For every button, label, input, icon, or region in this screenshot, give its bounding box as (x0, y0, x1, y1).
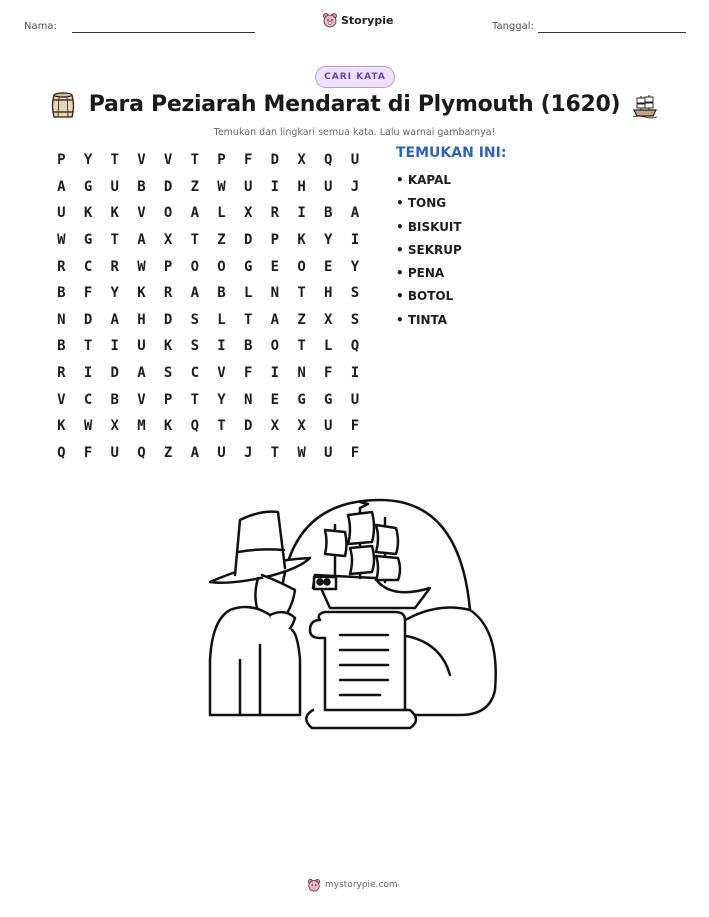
grid-letter[interactable]: T (190, 232, 199, 249)
grid-letter[interactable]: A (190, 444, 199, 461)
grid-letter[interactable]: B (137, 178, 146, 195)
grid-letter[interactable]: H (324, 285, 333, 302)
grid-letter[interactable]: K (163, 418, 173, 435)
grid-letter[interactable]: R (163, 285, 173, 302)
grid-letter[interactable]: N (57, 311, 66, 328)
grid-letter[interactable]: O (297, 258, 306, 275)
grid-letter[interactable]: T (83, 338, 93, 355)
word-item: • BISKUIT (396, 219, 462, 234)
grid-letter[interactable]: V (137, 391, 146, 408)
grid-letter[interactable]: U (324, 444, 333, 461)
grid-row (48, 200, 368, 227)
grid-letter[interactable]: O (190, 258, 199, 275)
grid-letter[interactable]: B (110, 391, 119, 408)
grid-letter[interactable]: P (217, 152, 226, 169)
grid-letter[interactable]: C (190, 365, 199, 382)
word-list-title: TEMUKAN INI: (396, 145, 507, 161)
name-label: Nama: (24, 21, 57, 32)
grid-letter[interactable]: L (217, 311, 226, 328)
grid-letter[interactable]: I (83, 365, 93, 382)
word-search-grid[interactable] (48, 147, 368, 466)
grid-letter[interactable]: X (297, 418, 306, 435)
grid-letter[interactable]: P (270, 232, 280, 249)
grid-letter[interactable]: N (297, 365, 306, 382)
grid-letter[interactable]: N (243, 391, 253, 408)
grid-letter[interactable]: Z (217, 232, 226, 249)
grid-letter[interactable]: G (83, 178, 93, 195)
grid-letter[interactable]: T (110, 152, 119, 169)
grid-letter[interactable]: X (163, 232, 173, 249)
pilgrim-ship-scroll-illustration[interactable] (200, 490, 510, 740)
grid-row (48, 413, 368, 440)
grid-letter[interactable]: Q (324, 152, 333, 169)
word-item: • BOTOL (396, 289, 454, 304)
word-item: • SEKRUP (396, 242, 462, 257)
grid-letter[interactable]: D (243, 232, 253, 249)
grid-letter[interactable]: W (137, 258, 146, 275)
grid-letter[interactable]: B (57, 285, 66, 302)
grid-letter[interactable]: Q (350, 338, 360, 355)
footer-url[interactable]: mystorypie.com (325, 880, 398, 890)
grid-letter[interactable]: C (83, 391, 93, 408)
grid-row (48, 307, 368, 334)
brand-logo (322, 12, 393, 28)
grid-letter[interactable]: G (243, 258, 253, 275)
grid-letter[interactable]: E (270, 258, 280, 275)
word-item: • PENA (396, 266, 445, 281)
grid-letter[interactable]: D (110, 365, 119, 382)
footer (307, 878, 398, 892)
grid-letter[interactable]: I (350, 232, 360, 249)
grid-letter[interactable]: Z (190, 178, 199, 195)
grid-letter[interactable]: U (110, 444, 119, 461)
grid-letter[interactable]: M (137, 418, 146, 435)
grid-letter[interactable]: V (137, 205, 146, 222)
ship-icon (631, 92, 659, 120)
grid-letter[interactable]: G (324, 391, 333, 408)
grid-row (48, 333, 368, 360)
bear-mascot-icon (322, 12, 338, 28)
grid-letter[interactable]: O (163, 205, 173, 222)
grid-letter[interactable]: V (163, 152, 173, 169)
grid-letter[interactable]: D (163, 311, 173, 328)
grid-letter[interactable]: Q (137, 444, 146, 461)
grid-letter[interactable]: W (57, 232, 66, 249)
grid-letter[interactable]: T (190, 152, 199, 169)
grid-letter[interactable]: I (297, 205, 306, 222)
grid-letter[interactable]: B (243, 338, 253, 355)
grid-letter[interactable]: W (83, 418, 93, 435)
word-list (396, 170, 462, 333)
grid-letter[interactable]: Z (297, 311, 306, 328)
activity-badge: CARI KATA (315, 66, 395, 88)
grid-letter[interactable]: P (163, 391, 173, 408)
grid-letter[interactable]: H (137, 311, 146, 328)
grid-letter[interactable]: D (163, 178, 173, 195)
grid-letter[interactable]: T (110, 232, 119, 249)
grid-letter[interactable]: C (83, 258, 93, 275)
grid-letter[interactable]: Y (110, 285, 119, 302)
grid-letter[interactable]: T (190, 391, 199, 408)
grid-letter[interactable]: U (57, 205, 66, 222)
grid-letter[interactable]: X (297, 152, 306, 169)
grid-letter[interactable]: U (350, 152, 360, 169)
word-item: • TINTA (396, 312, 448, 327)
grid-letter[interactable]: I (270, 365, 280, 382)
grid-letter[interactable]: T (217, 418, 226, 435)
grid-row (48, 280, 368, 307)
grid-letter[interactable]: T (297, 338, 306, 355)
grid-letter[interactable]: B (324, 205, 333, 222)
grid-letter[interactable]: A (137, 365, 146, 382)
grid-letter[interactable]: K (83, 205, 93, 222)
grid-letter[interactable]: U (350, 391, 360, 408)
grid-letter[interactable]: A (110, 311, 119, 328)
grid-letter[interactable]: F (243, 365, 253, 382)
page-title: Para Peziarah Mendarat di Plymouth (1620) (88, 92, 621, 117)
grid-letter[interactable]: F (350, 444, 360, 461)
grid-row (48, 147, 368, 174)
grid-letter[interactable]: U (217, 444, 226, 461)
grid-letter[interactable]: J (243, 444, 253, 461)
grid-letter[interactable]: E (270, 391, 280, 408)
grid-letter[interactable]: Q (190, 418, 199, 435)
grid-letter[interactable]: Y (83, 152, 93, 169)
grid-letter[interactable]: J (350, 178, 360, 195)
grid-letter[interactable]: O (217, 258, 226, 275)
grid-letter[interactable]: T (297, 285, 306, 302)
grid-letter[interactable]: K (137, 285, 146, 302)
grid-letter[interactable]: X (324, 311, 333, 328)
grid-letter[interactable]: I (350, 365, 360, 382)
grid-letter[interactable]: O (270, 338, 280, 355)
grid-letter[interactable]: N (270, 285, 280, 302)
name-line[interactable] (72, 32, 255, 33)
grid-letter[interactable]: H (297, 178, 306, 195)
grid-letter[interactable]: Q (57, 444, 66, 461)
grid-letter[interactable]: U (110, 178, 119, 195)
grid-letter[interactable]: R (110, 258, 119, 275)
grid-letter[interactable]: T (243, 311, 253, 328)
grid-letter[interactable]: X (110, 418, 119, 435)
grid-letter[interactable]: A (190, 205, 199, 222)
grid-letter[interactable]: S (163, 365, 173, 382)
grid-letter[interactable]: D (243, 418, 253, 435)
grid-letter[interactable]: R (270, 205, 280, 222)
grid-letter[interactable]: U (137, 338, 146, 355)
grid-letter[interactable]: A (350, 205, 360, 222)
grid-letter[interactable]: E (324, 258, 333, 275)
grid-letter[interactable]: A (57, 178, 66, 195)
grid-letter[interactable]: V (217, 365, 226, 382)
grid-letter[interactable]: L (324, 338, 333, 355)
grid-letter[interactable]: I (270, 178, 280, 195)
grid-letter[interactable]: R (57, 365, 66, 382)
grid-letter[interactable]: W (217, 178, 226, 195)
grid-letter[interactable]: A (137, 232, 146, 249)
grid-letter[interactable]: L (217, 205, 226, 222)
grid-row (48, 174, 368, 201)
grid-letter[interactable]: F (324, 365, 333, 382)
date-line[interactable] (538, 32, 686, 33)
grid-letter[interactable]: I (217, 338, 226, 355)
grid-row (48, 227, 368, 254)
grid-letter[interactable]: F (83, 444, 93, 461)
grid-letter[interactable]: K (110, 205, 119, 222)
grid-letter[interactable]: D (83, 311, 93, 328)
grid-row (48, 440, 368, 467)
grid-letter[interactable]: F (83, 285, 93, 302)
grid-letter[interactable]: A (270, 311, 280, 328)
date-label: Tanggal: (492, 21, 534, 32)
grid-letter[interactable]: D (270, 152, 280, 169)
grid-letter[interactable]: S (350, 311, 360, 328)
grid-letter[interactable]: F (243, 152, 253, 169)
grid-letter[interactable]: P (57, 152, 66, 169)
brand-name: Storypie (341, 13, 394, 27)
grid-row (48, 386, 368, 413)
grid-letter[interactable]: R (57, 258, 66, 275)
grid-letter[interactable]: G (83, 232, 93, 249)
grid-letter[interactable]: S (350, 285, 360, 302)
grid-letter[interactable]: Y (324, 232, 333, 249)
grid-letter[interactable]: V (137, 152, 146, 169)
grid-letter[interactable]: F (350, 418, 360, 435)
grid-letter[interactable]: L (243, 285, 253, 302)
grid-letter[interactable]: U (324, 418, 333, 435)
grid-row (48, 253, 368, 280)
grid-row (48, 360, 368, 387)
grid-letter[interactable]: W (297, 444, 306, 461)
grid-letter[interactable]: S (190, 338, 199, 355)
grid-letter[interactable]: U (324, 178, 333, 195)
grid-letter[interactable]: Z (163, 444, 173, 461)
bear-mascot-icon (307, 878, 321, 892)
grid-letter[interactable]: S (190, 311, 199, 328)
grid-letter[interactable]: X (270, 418, 280, 435)
grid-letter[interactable]: Y (217, 391, 226, 408)
grid-letter[interactable]: X (243, 205, 253, 222)
grid-letter[interactable]: B (57, 338, 66, 355)
grid-letter[interactable]: G (297, 391, 306, 408)
grid-letter[interactable]: K (57, 418, 66, 435)
grid-letter[interactable]: K (297, 232, 306, 249)
grid-letter[interactable]: K (163, 338, 173, 355)
word-item: • KAPAL (396, 173, 452, 187)
grid-letter[interactable]: B (217, 285, 226, 302)
grid-letter[interactable]: U (243, 178, 253, 195)
word-item: • TONG (396, 196, 447, 211)
instructions: Temukan dan lingkari semua kata. Lalu warnai gambarnya! (213, 127, 496, 138)
grid-letter[interactable]: A (190, 285, 199, 302)
grid-letter[interactable]: Y (350, 258, 360, 275)
grid-letter[interactable]: V (57, 391, 66, 408)
grid-letter[interactable]: P (163, 258, 173, 275)
grid-letter[interactable]: T (270, 444, 280, 461)
grid-letter[interactable]: I (110, 338, 119, 355)
